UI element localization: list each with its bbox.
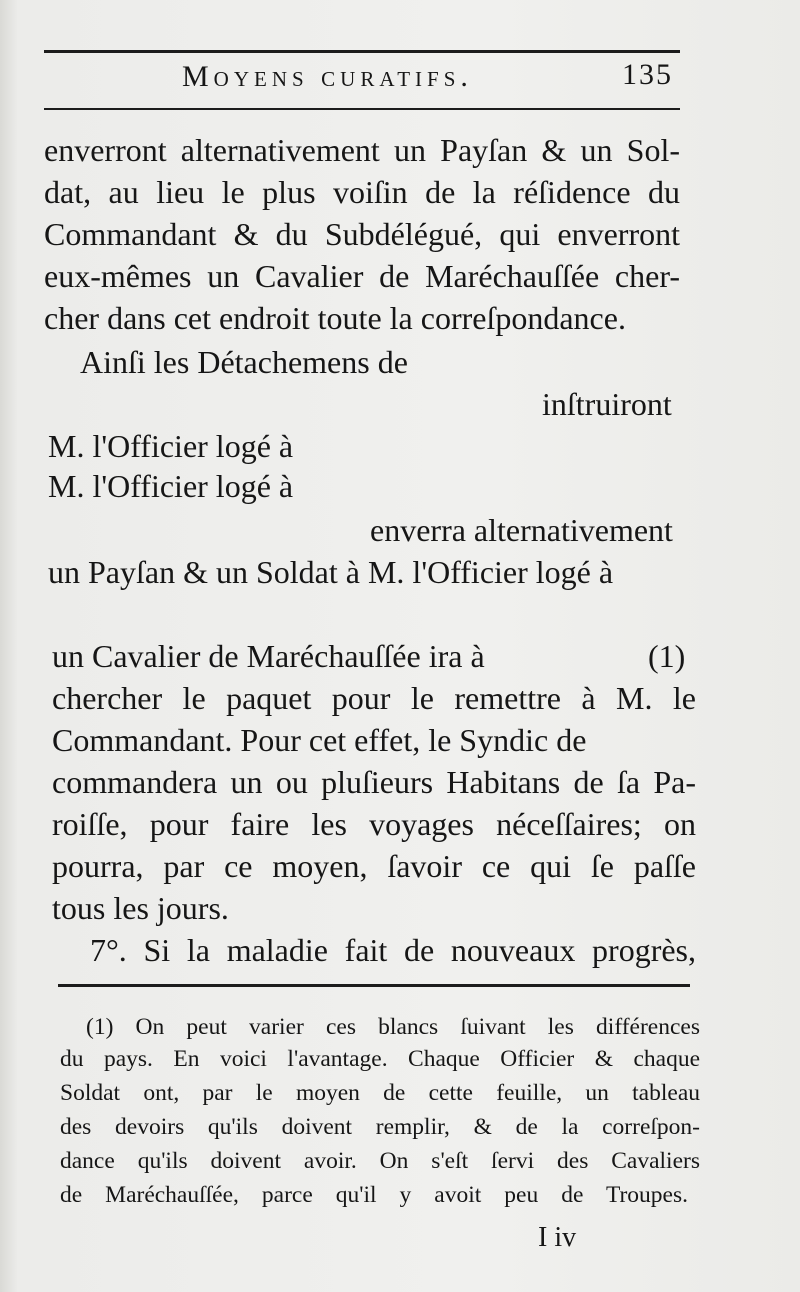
page-number: 135 bbox=[622, 58, 673, 91]
body-line: inſtruiront bbox=[542, 386, 672, 422]
body-line: enverra alternativement bbox=[370, 512, 673, 548]
body-line: Commandant & du Subdélégué, qui enverront bbox=[44, 216, 680, 252]
body-line: dat, au lieu le plus voiſin de la réſidence du bbox=[44, 174, 680, 210]
body-line: cher dans cet endroit toute la correſpondance. bbox=[44, 300, 626, 336]
body-line: roiſſe, pour faire les voyages néceſſaires; on bbox=[52, 806, 696, 842]
header-bottom-rule bbox=[44, 108, 680, 110]
header-top-rule bbox=[44, 50, 680, 53]
footnote-line: (1) On peut varier ces blancs ſuivant les différences bbox=[86, 1014, 700, 1040]
body-line: M. l'Officier logé à bbox=[48, 428, 294, 464]
body-line: Commandant. Pour cet effet, le Syndic de bbox=[52, 722, 587, 758]
footnote-rule bbox=[58, 984, 690, 987]
body-line: Ainſi les Détachemens de bbox=[80, 344, 408, 380]
body-line: pourra, par ce moyen, ſavoir ce qui ſe paſſe bbox=[52, 848, 696, 884]
footnote-marker: (1) bbox=[648, 638, 686, 674]
footnote-line: du pays. En voici l'avantage. Chaque Officier & chaque bbox=[60, 1046, 700, 1072]
body-line: un Payſan & un Soldat à M. l'Officier logé à bbox=[48, 554, 614, 590]
body-line: commandera un ou pluſieurs Habitans de ſa Pa- bbox=[52, 764, 696, 800]
signature-mark: I iv bbox=[538, 1222, 577, 1253]
body-line: eux-mêmes un Cavalier de Maréchauſſée cher- bbox=[44, 258, 680, 294]
footnote-line: des devoirs qu'ils doivent remplir, & de la correſpon- bbox=[60, 1114, 700, 1140]
body-line: tous les jours. bbox=[52, 890, 229, 926]
body-line: un Cavalier de Maréchauſſée ira à bbox=[52, 638, 485, 674]
body-line: M. l'Officier logé à bbox=[48, 468, 294, 504]
body-line: chercher le paquet pour le remettre à M. le bbox=[52, 680, 696, 716]
running-title: Moyens curatifs. bbox=[182, 60, 473, 93]
footnote-line: Soldat ont, par le moyen de cette feuille, un tableau bbox=[60, 1080, 700, 1106]
footnote-line: de Maréchauſſée, parce qu'il y avoit peu de Troupes. bbox=[60, 1182, 688, 1208]
body-line: enverront alternativement un Payſan & un Sol- bbox=[44, 132, 680, 168]
footnote-line: dance qu'ils doivent avoir. On s'eſt ſervi des Cavaliers bbox=[60, 1148, 700, 1174]
body-line: 7°. Si la maladie fait de nouveaux progrès, bbox=[90, 932, 696, 968]
